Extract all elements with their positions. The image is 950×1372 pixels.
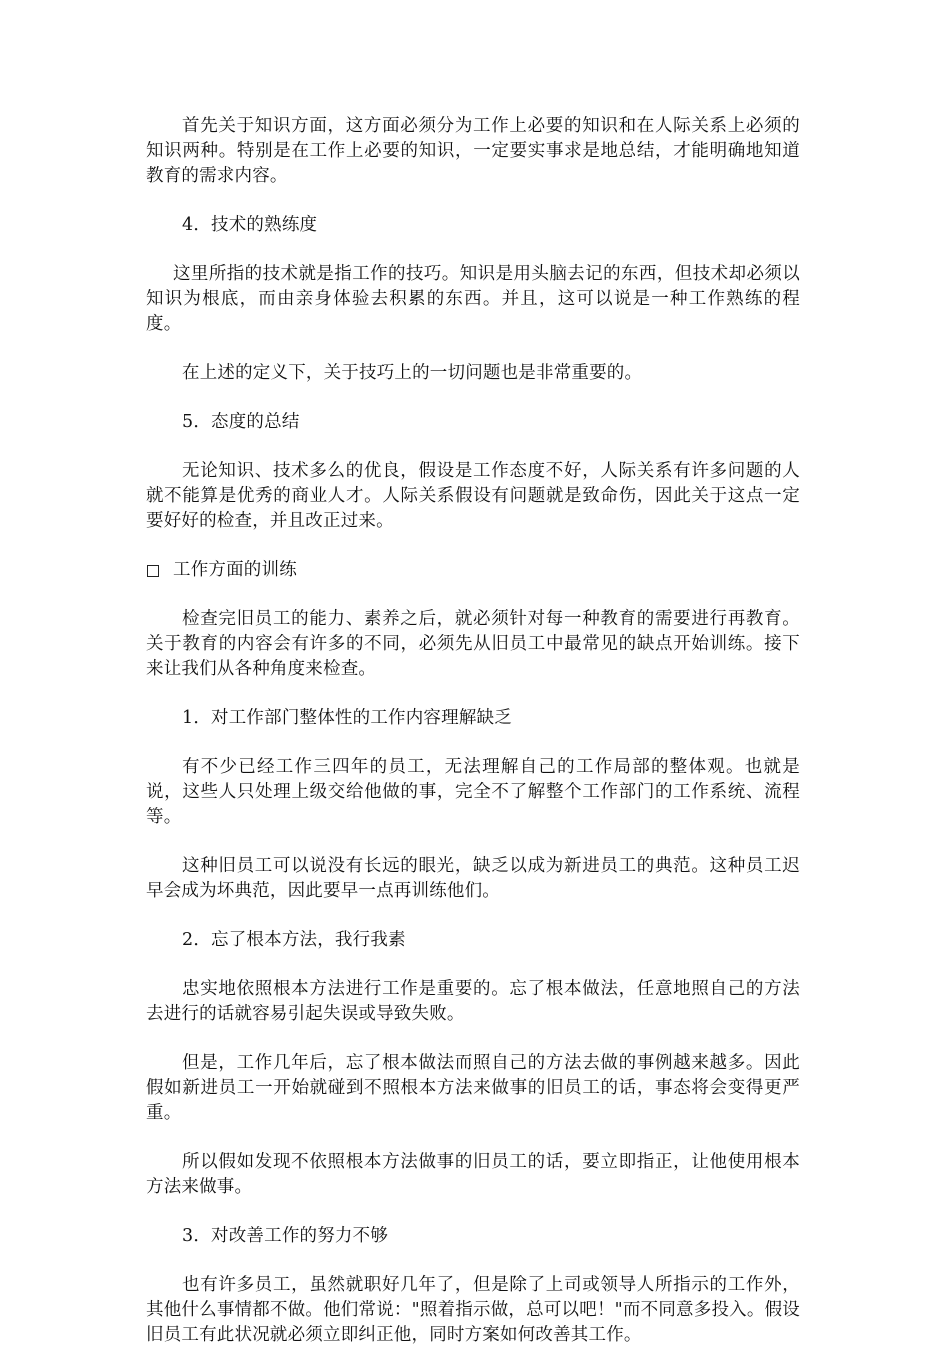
paragraph-basic-method: 忠实地依照根本方法进行工作是重要的。忘了根本做法，任意地照自己的方法去进行的话就容易引起失误或导致失败。 [146, 979, 800, 1024]
paragraph-skill-definition: 这里所指的技术就是指工作的技巧。知识是用头脑去记的东西，但技术却必须以知识为根底，而由亲身体验去积累的东西。并且，这可以说是一种工作熟练的程度。 [146, 264, 800, 334]
paragraph-correct-immediately: 所以假如发现不依照根本方法做事的旧员工的话，要立即指正，让他使用根本方法来做事。 [146, 1152, 800, 1197]
paragraph-overall-view: 有不少已经工作三四年的员工，无法理解自己的工作局部的整体观。也就是说，这些人只处理上级交给他做的事，完全不了解整个工作部门的工作系统、流程等。 [146, 757, 800, 827]
paragraph-skill-importance: 在上述的定义下，关于技巧上的一切问题也是非常重要的。 [182, 363, 643, 383]
paragraph-own-method: 但是，工作几年后，忘了根本做法而照自己的方法去做的事例越来越多。因此假如新进员工一开始就碰到不照根本方法来做事的旧员工的话，事态将会变得更严重。 [146, 1053, 800, 1123]
section-title: 工作方面的训练 [173, 560, 297, 580]
heading-skill-proficiency: 4．技术的熟练度 [182, 215, 318, 235]
heading-attitude-summary: 5．态度的总结 [182, 412, 300, 432]
paragraph-knowledge-intro: 首先关于知识方面，这方面必须分为工作上必要的知识和在人际关系上必须的知识两种。特别是在工作上必要的知识，一定要实事求是地总结，才能明确地知道教育的需求内容。 [146, 116, 800, 186]
section-work-training [146, 558, 800, 583]
heading-improvement-effort: 3．对改善工作的努力不够 [182, 1226, 389, 1246]
paragraph-attitude: 无论知识、技术多么的优良，假设是工作态度不好，人际关系有许多问题的人就不能算是优秀的商业人才。人际关系假设有问题就是致命伤，因此关于这点一定要好好的检查，并且改正过来。 [146, 461, 800, 531]
heading-lack-of-understanding: 1．对工作部门整体性的工作内容理解缺乏 [182, 708, 512, 728]
paragraph-follow-instructions: 也有许多员工，虽然就职好几年了，但是除了上司或领导人所指示的工作外，其他什么事情都不做。他们常说："照着指示做，总可以吧！"而不同意多投入。假设旧员工有此状况就必须立即纠正他，同时方案如何改善其工作。 [146, 1275, 800, 1345]
heading-forgot-basics: 2．忘了根本方法，我行我素 [182, 930, 406, 950]
document-body [146, 114, 800, 1372]
checkbox-square-icon [147, 565, 159, 577]
paragraph-bad-example: 这种旧员工可以说没有长远的眼光，缺乏以成为新进员工的典范。这种员工迟早会成为坏典范，因此要早一点再训练他们。 [146, 856, 800, 901]
paragraph-retraining: 检查完旧员工的能力、素养之后，就必须针对每一种教育的需要进行再教育。关于教育的内容会有许多的不同，必须先从旧员工中最常见的缺点开始训练。接下来让我们从各种角度来检查。 [146, 609, 800, 679]
